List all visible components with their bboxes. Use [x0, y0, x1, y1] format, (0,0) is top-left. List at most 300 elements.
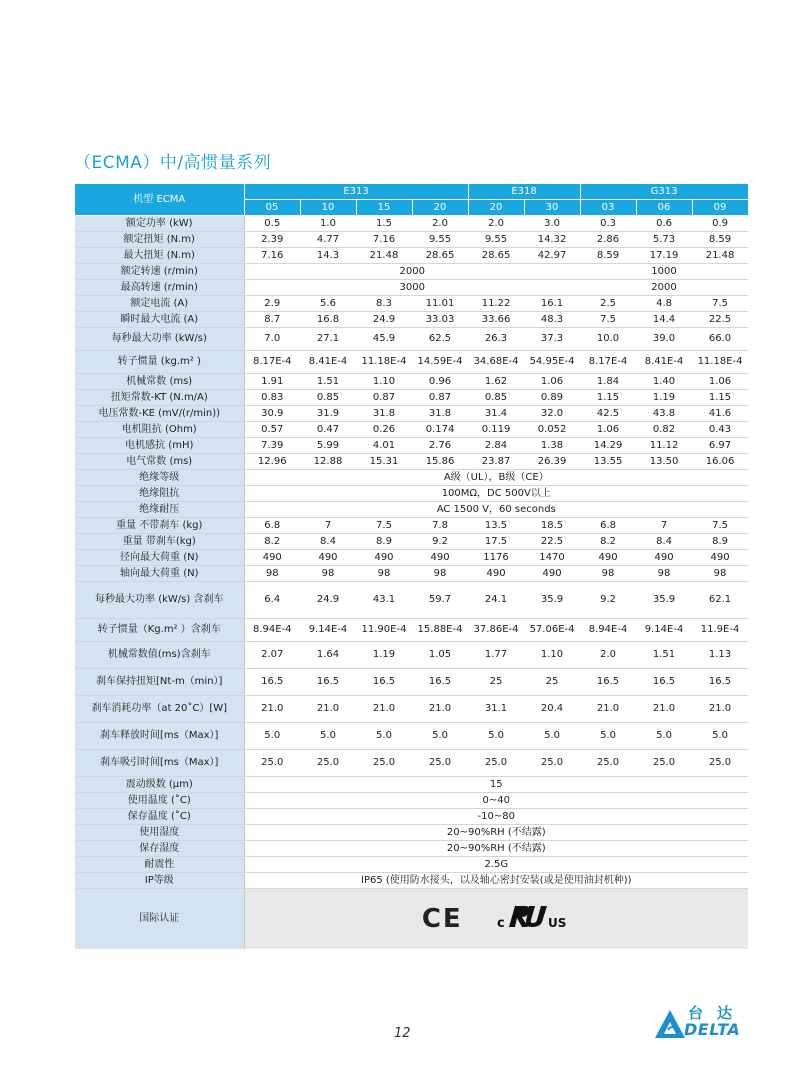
table-row: [75, 793, 748, 809]
value-cell: 0.89: [524, 390, 580, 406]
value-cell: 16.5: [300, 669, 356, 696]
row-label: 绝缘等级: [75, 470, 244, 486]
value-cell: 25: [468, 669, 524, 696]
value-cell: 8.17E-4: [580, 351, 636, 374]
table-row: [75, 518, 748, 534]
row-label: 重量 不带刹车 (kg): [75, 518, 244, 534]
table-row: [75, 216, 748, 232]
value-cell: 26.39: [524, 454, 580, 470]
value-cell: 490: [692, 550, 748, 566]
column-header: 06: [636, 200, 692, 216]
value-cell: 6.4: [244, 582, 300, 619]
value-cell: 31.1: [468, 696, 524, 723]
value-cell: 7: [636, 518, 692, 534]
value-cell: 12.96: [244, 454, 300, 470]
value-cell: 490: [300, 550, 356, 566]
value-cell: 1.19: [356, 642, 412, 669]
row-label: 电气常数 (ms): [75, 454, 244, 470]
value-cell: 22.5: [692, 312, 748, 328]
value-cell: 2.0: [580, 642, 636, 669]
value-cell: 16.5: [636, 669, 692, 696]
table-row: [75, 669, 748, 696]
row-label: 额定扭矩 (N.m): [75, 232, 244, 248]
value-cell: 98: [412, 566, 468, 582]
value-cell: 8.9: [356, 534, 412, 550]
value-cell: 25.0: [412, 750, 468, 777]
value-cell: 1.05: [412, 642, 468, 669]
row-label: 最大扭矩 (N.m): [75, 248, 244, 264]
value-cell: 1.64: [300, 642, 356, 669]
value-cell: 1.06: [692, 374, 748, 390]
value-cell: 1000: [580, 264, 748, 280]
value-cell: 48.3: [524, 312, 580, 328]
value-cell: 1.10: [356, 374, 412, 390]
value-cell: 7.8: [412, 518, 468, 534]
value-cell: 25.0: [356, 750, 412, 777]
value-cell: 33.03: [412, 312, 468, 328]
value-cell: 2.9: [244, 296, 300, 312]
row-label: 绝缘耐压: [75, 502, 244, 518]
table-row: [75, 566, 748, 582]
value-cell: 66.0: [692, 328, 748, 351]
value-cell: 8.94E-4: [244, 619, 300, 642]
value-cell: 1.15: [580, 390, 636, 406]
value-cell: 11.12: [636, 438, 692, 454]
row-label: 电机阻抗 (Ohm): [75, 422, 244, 438]
value-cell: 16.8: [300, 312, 356, 328]
row-label: 每秒最大功率 (kW/s) 含刹车: [75, 582, 244, 619]
value-cell: 7: [300, 518, 356, 534]
value-cell: 2.0: [468, 216, 524, 232]
table-row: [75, 280, 748, 296]
row-label: 绝缘阻抗: [75, 486, 244, 502]
value-cell: 98: [580, 566, 636, 582]
value-cell: 1.62: [468, 374, 524, 390]
value-cell: 2.0: [412, 216, 468, 232]
row-label: 电压常数-KE (mV/(r/min)): [75, 406, 244, 422]
value-cell: 11.90E-4: [356, 619, 412, 642]
value-cell: 7.39: [244, 438, 300, 454]
table-row: [75, 248, 748, 264]
ul-mark-icon: [495, 902, 571, 936]
value-cell: 25: [524, 669, 580, 696]
table-row: [75, 750, 748, 777]
value-cell: 1.13: [692, 642, 748, 669]
table-row: [75, 582, 748, 619]
table-row: [75, 264, 748, 280]
value-cell: 6.8: [580, 518, 636, 534]
row-label: 保存湿度: [75, 841, 244, 857]
table-row: [75, 406, 748, 422]
row-label: 瞬时最大电流 (A): [75, 312, 244, 328]
value-cell: 25.0: [692, 750, 748, 777]
value-cell: 5.0: [636, 723, 692, 750]
value-cell: 1.77: [468, 642, 524, 669]
value-cell: 21.48: [692, 248, 748, 264]
value-cell: 18.5: [524, 518, 580, 534]
value-cell: 20.4: [524, 696, 580, 723]
table-row: [75, 619, 748, 642]
value-cell: 0.47: [300, 422, 356, 438]
value-cell: 25.0: [524, 750, 580, 777]
value-cell: 2.86: [580, 232, 636, 248]
value-cell: 42.97: [524, 248, 580, 264]
value-cell: 11.9E-4: [692, 619, 748, 642]
value-cell: 1.06: [524, 374, 580, 390]
value-cell: 13.55: [580, 454, 636, 470]
row-label: 每秒最大功率 (kW/s): [75, 328, 244, 351]
value-cell: 2000: [244, 264, 580, 280]
value-cell: 62.1: [692, 582, 748, 619]
logo-english: DELTA: [684, 1020, 741, 1039]
value-cell: 14.29: [580, 438, 636, 454]
value-cell: 1.15: [692, 390, 748, 406]
value-cell: 6.8: [244, 518, 300, 534]
value-cell: 1.0: [300, 216, 356, 232]
value-cell: 34.68E-4: [468, 351, 524, 374]
table-row: [75, 328, 748, 351]
value-cell: 2.5: [580, 296, 636, 312]
row-label: 转子惯量（Kg.m² ）含刹车: [75, 619, 244, 642]
logo-chinese: 台达: [688, 1004, 747, 1022]
value-cell: 7.5: [356, 518, 412, 534]
row-label: 耐震性: [75, 857, 244, 873]
group-header: E313: [244, 184, 468, 200]
value-cell: 16.5: [580, 669, 636, 696]
value-cell: 490: [468, 566, 524, 582]
row-label: 径向最大荷重 (N): [75, 550, 244, 566]
value-cell: 490: [580, 550, 636, 566]
value-cell: -10~80: [244, 809, 748, 825]
value-cell: 8.7: [244, 312, 300, 328]
value-cell: 31.8: [356, 406, 412, 422]
value-cell: 32.0: [524, 406, 580, 422]
row-label: 使用湿度: [75, 825, 244, 841]
value-cell: 2.5G: [244, 857, 748, 873]
value-cell: 0.85: [468, 390, 524, 406]
value-cell: 0.052: [524, 422, 580, 438]
value-cell: 11.01: [412, 296, 468, 312]
value-cell: 5.0: [356, 723, 412, 750]
value-cell: 37.86E-4: [468, 619, 524, 642]
value-cell: AC 1500 V，60 seconds: [244, 502, 748, 518]
column-header: 09: [692, 200, 748, 216]
ul-c-letter: c: [496, 916, 505, 931]
table-row: [75, 857, 748, 873]
value-cell: 0.87: [356, 390, 412, 406]
value-cell: 1176: [468, 550, 524, 566]
value-cell: 17.19: [636, 248, 692, 264]
value-cell: 0.87: [412, 390, 468, 406]
value-cell: 4.8: [636, 296, 692, 312]
value-cell: 7.5: [692, 296, 748, 312]
value-cell: 16.5: [412, 669, 468, 696]
value-cell: 8.4: [636, 534, 692, 550]
value-cell: 8.41E-4: [300, 351, 356, 374]
value-cell: 15.86: [412, 454, 468, 470]
value-cell: 98: [244, 566, 300, 582]
value-cell: 31.8: [412, 406, 468, 422]
value-cell: 5.0: [300, 723, 356, 750]
value-cell: 7.0: [244, 328, 300, 351]
value-cell: 1.91: [244, 374, 300, 390]
value-cell: 7.5: [692, 518, 748, 534]
value-cell: 43.8: [636, 406, 692, 422]
value-cell: 33.66: [468, 312, 524, 328]
value-cell: 490: [412, 550, 468, 566]
value-cell: 6.97: [692, 438, 748, 454]
row-label: 刹车保持扭矩[Nt-m（min）]: [75, 669, 244, 696]
table-row: [75, 777, 748, 793]
value-cell: 1.19: [636, 390, 692, 406]
row-label: 刹车释放时间[ms（Max）]: [75, 723, 244, 750]
value-cell: 1.06: [580, 422, 636, 438]
value-cell: 10.0: [580, 328, 636, 351]
value-cell: 24.1: [468, 582, 524, 619]
value-cell: 45.9: [356, 328, 412, 351]
value-cell: 8.9: [692, 534, 748, 550]
value-cell: 490: [524, 566, 580, 582]
value-cell: 100MΩ，DC 500V以上: [244, 486, 748, 502]
value-cell: IP65 (使用防水接头，以及轴心密封安装(或是使用油封机种)): [244, 873, 748, 889]
value-cell: 14.4: [636, 312, 692, 328]
value-cell: 1470: [524, 550, 580, 566]
value-cell: 21.0: [580, 696, 636, 723]
value-cell: 39.0: [636, 328, 692, 351]
value-cell: 14.59E-4: [412, 351, 468, 374]
row-label: 重量 带刹车(kg): [75, 534, 244, 550]
value-cell: 14.3: [300, 248, 356, 264]
value-cell: 11.18E-4: [692, 351, 748, 374]
page-title: （ECMA）中/高惯量系列: [74, 153, 272, 173]
value-cell: 0.83: [244, 390, 300, 406]
value-cell: 25.0: [468, 750, 524, 777]
value-cell: 98: [692, 566, 748, 582]
page-number: 12: [394, 1026, 411, 1041]
value-cell: 13.50: [636, 454, 692, 470]
value-cell: 43.1: [356, 582, 412, 619]
value-cell: 98: [356, 566, 412, 582]
value-cell: 20~90%RH (不结露): [244, 825, 748, 841]
value-cell: 16.06: [692, 454, 748, 470]
table-row: [75, 723, 748, 750]
value-cell: 5.0: [524, 723, 580, 750]
value-cell: 0.82: [636, 422, 692, 438]
row-label: 刹车消耗功率（at 20˚C）[W]: [75, 696, 244, 723]
value-cell: 8.3: [356, 296, 412, 312]
value-cell: 13.5: [468, 518, 524, 534]
value-cell: 8.59: [580, 248, 636, 264]
value-cell: 0~40: [244, 793, 748, 809]
value-cell: 2.76: [412, 438, 468, 454]
value-cell: 20~90%RH (不结露): [244, 841, 748, 857]
row-label: 使用温度 (˚C): [75, 793, 244, 809]
row-label: 轴向最大荷重 (N): [75, 566, 244, 582]
table-row: [75, 470, 748, 486]
value-cell: 4.01: [356, 438, 412, 454]
value-cell: 98: [636, 566, 692, 582]
column-header: 03: [580, 200, 636, 216]
value-cell: 5.0: [580, 723, 636, 750]
value-cell: 7.16: [356, 232, 412, 248]
table-row: [75, 454, 748, 470]
value-cell: 9.55: [468, 232, 524, 248]
table-row: [75, 550, 748, 566]
value-cell: 0.85: [300, 390, 356, 406]
value-cell: 11.18E-4: [356, 351, 412, 374]
value-cell: 24.9: [356, 312, 412, 328]
value-cell: 25.0: [244, 750, 300, 777]
value-cell: 11.22: [468, 296, 524, 312]
row-label: 最高转速 (r/min): [75, 280, 244, 296]
value-cell: 23.87: [468, 454, 524, 470]
value-cell: 21.0: [692, 696, 748, 723]
value-cell: 31.4: [468, 406, 524, 422]
value-cell: 490: [636, 550, 692, 566]
value-cell: 0.119: [468, 422, 524, 438]
value-cell: 98: [300, 566, 356, 582]
value-cell: 8.59: [692, 232, 748, 248]
table-row: [75, 351, 748, 374]
value-cell: 21.0: [412, 696, 468, 723]
value-cell: 0.96: [412, 374, 468, 390]
value-cell: 57.06E-4: [524, 619, 580, 642]
value-cell: 8.2: [244, 534, 300, 550]
value-cell: 1.5: [356, 216, 412, 232]
table-row: [75, 696, 748, 723]
table-row: [75, 502, 748, 518]
value-cell: 25.0: [636, 750, 692, 777]
row-label: 额定功率 (kW): [75, 216, 244, 232]
value-cell: 41.6: [692, 406, 748, 422]
value-cell: 27.1: [300, 328, 356, 351]
value-cell: 31.9: [300, 406, 356, 422]
value-cell: 59.7: [412, 582, 468, 619]
value-cell: 0.174: [412, 422, 468, 438]
value-cell: 3000: [244, 280, 580, 296]
value-cell: 8.17E-4: [244, 351, 300, 374]
table-row: [75, 825, 748, 841]
value-cell: 8.94E-4: [580, 619, 636, 642]
row-label: IP等级: [75, 873, 244, 889]
column-header: 10: [300, 200, 356, 216]
table-row: [75, 809, 748, 825]
value-cell: 35.9: [524, 582, 580, 619]
value-cell: 5.0: [468, 723, 524, 750]
row-label: 国际认证: [75, 889, 244, 950]
value-cell: 0.6: [636, 216, 692, 232]
group-header: E318: [468, 184, 580, 200]
value-cell: 28.65: [412, 248, 468, 264]
table-row: [75, 422, 748, 438]
value-cell: 12.88: [300, 454, 356, 470]
row-label: 额定转速 (r/min): [75, 264, 244, 280]
table-row: [75, 534, 748, 550]
value-cell: 17.5: [468, 534, 524, 550]
value-cell: 24.9: [300, 582, 356, 619]
value-cell: 5.0: [692, 723, 748, 750]
value-cell: 22.5: [524, 534, 580, 550]
value-cell: 25.0: [580, 750, 636, 777]
value-cell: 0.57: [244, 422, 300, 438]
value-cell: 490: [244, 550, 300, 566]
table-row: [75, 889, 748, 950]
value-cell: 5.73: [636, 232, 692, 248]
value-cell: 16.5: [692, 669, 748, 696]
value-cell: 1.10: [524, 642, 580, 669]
value-cell: 15.31: [356, 454, 412, 470]
column-header: 20: [468, 200, 524, 216]
value-cell: 9.14E-4: [636, 619, 692, 642]
table-row: [75, 438, 748, 454]
value-cell: 8.2: [580, 534, 636, 550]
value-cell: 7.5: [580, 312, 636, 328]
value-cell: 9.2: [412, 534, 468, 550]
value-cell: 7.16: [244, 248, 300, 264]
value-cell: 8.41E-4: [636, 351, 692, 374]
value-cell: 8.4: [300, 534, 356, 550]
spec-table: [75, 184, 749, 949]
value-cell: 37.3: [524, 328, 580, 351]
value-cell: 9.2: [580, 582, 636, 619]
value-cell: 16.5: [356, 669, 412, 696]
value-cell: 21.0: [244, 696, 300, 723]
value-cell: 14.32: [524, 232, 580, 248]
value-cell: 1.51: [300, 374, 356, 390]
row-label: 保存温度 (˚C): [75, 809, 244, 825]
value-cell: 0.26: [356, 422, 412, 438]
row-label: 震动级数 (µm): [75, 777, 244, 793]
group-header: G313: [580, 184, 748, 200]
table-row: [75, 232, 748, 248]
value-cell: 0.3: [580, 216, 636, 232]
row-label: 扭矩常数-KT (N.m/A): [75, 390, 244, 406]
value-cell: 15: [244, 777, 748, 793]
column-header: 30: [524, 200, 580, 216]
value-cell: 35.9: [636, 582, 692, 619]
value-cell: 0.9: [692, 216, 748, 232]
table-row: [75, 312, 748, 328]
ce-mark-icon: CE: [421, 904, 463, 934]
value-cell: 1.38: [524, 438, 580, 454]
value-cell: A级（UL），B级（CE）: [244, 470, 748, 486]
value-cell: 2.39: [244, 232, 300, 248]
value-cell: 30.9: [244, 406, 300, 422]
value-cell: 0.5: [244, 216, 300, 232]
value-cell: 9.55: [412, 232, 468, 248]
row-label: 机械常数值(ms)含刹车: [75, 642, 244, 669]
value-cell: 54.95E-4: [524, 351, 580, 374]
column-header: 05: [244, 200, 300, 216]
table-row: [75, 486, 748, 502]
value-cell: 5.0: [412, 723, 468, 750]
table-row: [75, 841, 748, 857]
value-cell: 3.0: [524, 216, 580, 232]
value-cell: 28.65: [468, 248, 524, 264]
table-row: [75, 642, 748, 669]
value-cell: 9.14E-4: [300, 619, 356, 642]
value-cell: 0.43: [692, 422, 748, 438]
value-cell: 2.84: [468, 438, 524, 454]
row-label: 电机感抗 (mH): [75, 438, 244, 454]
value-cell: 5.6: [300, 296, 356, 312]
value-cell: 15.88E-4: [412, 619, 468, 642]
value-cell: 21.48: [356, 248, 412, 264]
value-cell: 2.07: [244, 642, 300, 669]
value-cell: 2000: [580, 280, 748, 296]
value-cell: 16.1: [524, 296, 580, 312]
model-header: 机型 ECMA: [75, 184, 244, 216]
